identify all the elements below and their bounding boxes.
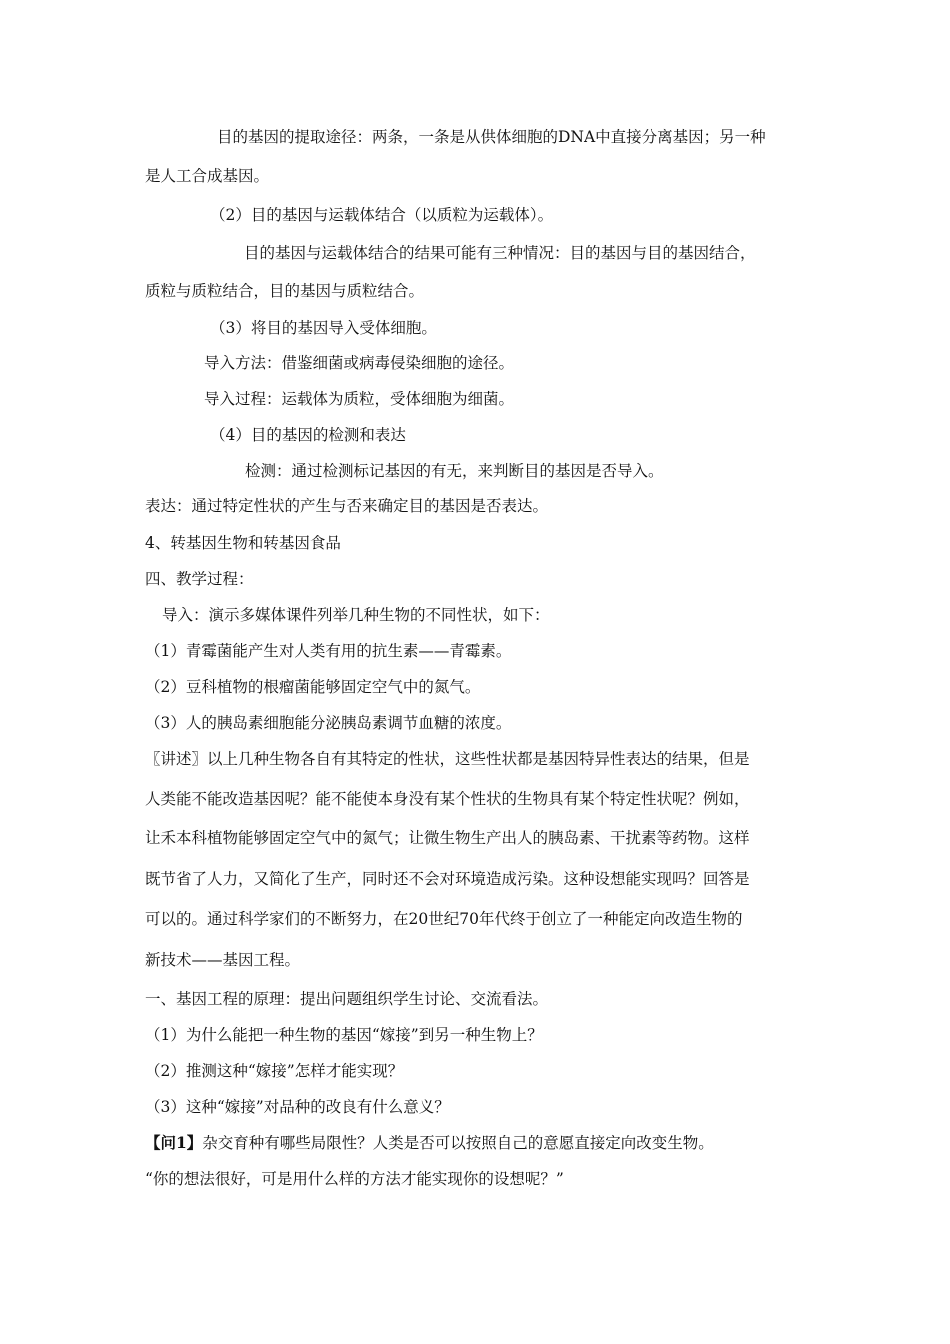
text-line: 导入过程：运载体为质粒，受体细胞为细菌。 [204,390,515,408]
text-line: 让禾本科植物能够固定空气中的氮气；让微生物生产出人的胰岛素、干扰素等药物。这样 [145,829,750,847]
text-line: “你的想法很好，可是用什么样的方法才能实现你的设想呢？” [145,1170,564,1188]
text-line: （2）豆科植物的根瘤菌能够固定空气中的氮气。 [145,678,481,696]
text-line: 既节省了人力，又简化了生产，同时还不会对环境造成污染。这种设想能实现吗？回答是 [145,870,750,888]
text-line: 导入方法：借鉴细菌或病毒侵染细胞的途径。 [204,354,515,372]
question-text: 杂交育种有哪些局限性？人类是否可以按照自己的意愿直接定向改变生物。 [202,1134,714,1152]
text-line: 检测：通过检测标记基因的有无，来判断目的基因是否导入。 [245,462,664,480]
text-line: （4）目的基因的检测和表达 [210,426,406,444]
question-line [145,1133,714,1153]
text-line: （3）人的胰岛素细胞能分泌胰岛素调节血糖的浓度。 [145,714,512,732]
text-line: （3）将目的基因导入受体细胞。 [210,319,437,337]
text-line: 质粒与质粒结合，目的基因与质粒结合。 [145,282,425,300]
text-line: （2）目的基因与运载体结合（以质粒为运载体）。 [210,206,554,224]
text-line: （1）青霉菌能产生对人类有用的抗生素——青霉素。 [145,642,512,660]
text-line: （2）推测这种“嫁接”怎样才能实现？ [145,1062,404,1080]
text-line: 是人工合成基因。 [145,167,270,185]
text-line: 一、基因工程的原理：提出问题组织学生讨论、交流看法。 [145,990,549,1008]
text-line: 目的基因与运载体结合的结果可能有三种情况：目的基因与目的基因结合， [244,244,756,262]
text-line: 表达：通过特定性状的产生与否来确定目的基因是否表达。 [145,497,549,515]
text-line: （1）为什么能把一种生物的基因“嫁接”到另一种生物上？ [145,1026,543,1044]
text-line: 〖讲述〗以上几种生物各自有其特定的性状，这些性状都是基因特异性表达的结果，但是 [145,750,750,768]
text-line: 可以的。通过科学家们的不断努力，在20世纪70年代终于创立了一种能定向改造生物的 [145,910,743,928]
question-label: 【问1】 [145,1133,203,1152]
text-line: 人类能不能改造基因呢？能不能使本身没有某个性状的生物具有某个特定性状呢？例如， [145,790,750,808]
text-line: 目的基因的提取途径：两条，一条是从供体细胞的DNA中直接分离基因；另一种 [217,128,766,146]
text-line: 四、教学过程： [145,570,254,588]
text-line: 导入：演示多媒体课件列举几种生物的不同性状，如下： [162,606,550,624]
text-line: 新技术——基因工程。 [145,951,301,969]
text-line: （3）这种“嫁接”对品种的改良有什么意义？ [145,1098,450,1116]
text-line: 4、转基因生物和转基因食品 [145,534,341,552]
